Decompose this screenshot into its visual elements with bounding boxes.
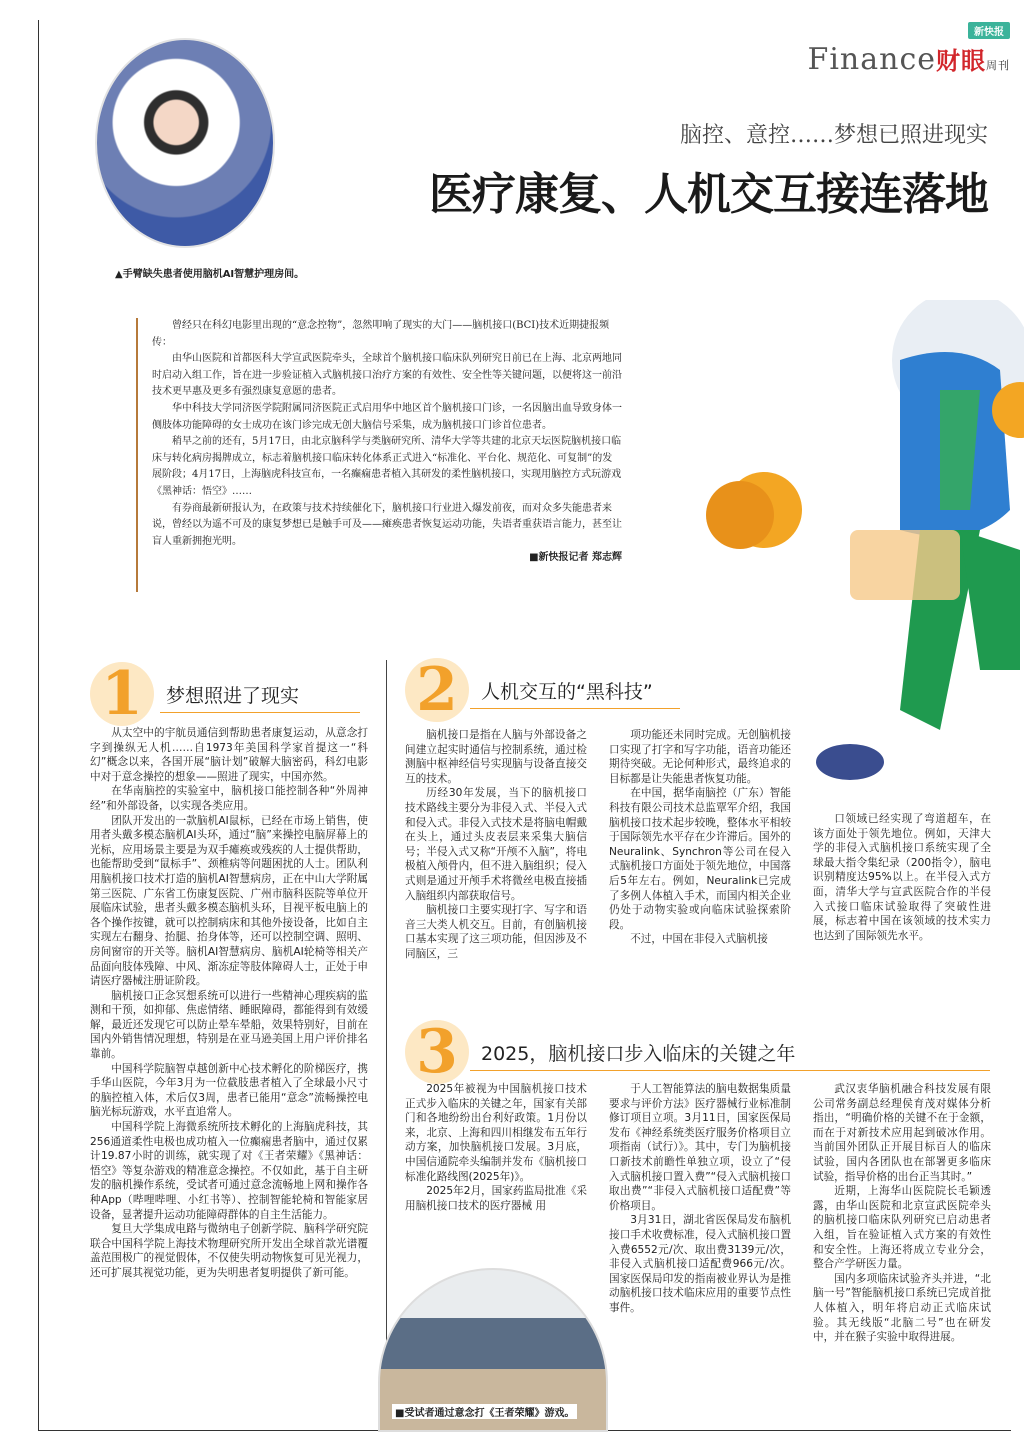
- body-paragraph: 脑机接口正念冥想系统可以进行一些精神心理疾病的监测和干预，如抑郁、焦虑情绪、睡眠障碍，都能得到有效缓解，最近还发现它可以防止晕车晕船，效果特别好，目前在国内外销售情况理想，特别是在亚马逊美国上用户评价排名靠前。: [90, 989, 368, 1061]
- section-number-badge: [405, 1017, 469, 1087]
- section-underline: [160, 712, 360, 713]
- brand-week: 周刊: [986, 59, 1010, 72]
- page-title: 医疗康复、人机交互接连落地: [429, 169, 988, 220]
- illustration: [700, 300, 1024, 790]
- byline: ■新快报记者 郑志辉: [529, 552, 622, 564]
- lead-paragraph: 稍早之前的还有，5月17日，由北京脑科学与类脑研究所、清华大学等共建的北京天坛医院脑机接口临床与转化病房揭牌成立，标志着脑机接口临床转化体系正式进入“标准化、平台化、规范化、可复制”的发展阶段；4月17日，上海脑虎科技宣布，一名癫痫患者植入其研发的柔性脑机接口，实现用脑控方式玩游戏《黑神话：悟空》……: [152, 436, 622, 497]
- body-paragraph: 在华南脑控的实验室中，脑机接口能控制各种“外周神经”和外部设备，以实现各类应用。: [90, 785, 368, 812]
- coin-icon: [706, 481, 774, 549]
- game-test-photo-caption: ■受试者通过意念打《王者荣耀》游戏。: [392, 1404, 577, 1419]
- section-3-header: [405, 1017, 796, 1087]
- column-divider: [386, 660, 387, 1396]
- section-title: 人机交互的“黑科技”: [481, 680, 653, 703]
- section-2-header: [405, 655, 653, 725]
- illustration-shoe: [816, 744, 884, 780]
- body-paragraph: 口领域已经实现了弯道超车，在该方面处于领先地位。例如，天津大学的非侵入式脑机接口系统实现了全球最大指令集纪录（200指令），脑电识别精度达95%以上。在半侵入式方面，清华大学与宣武医院合作的半侵入式接口临床试验取得了突破性进展，标志着中国在该领域的技术实力也达到了国际领先水平。: [813, 813, 991, 942]
- section-2-col-c: [813, 812, 991, 943]
- lead-paragraph: 有券商最新研报认为，在政策与技术持续催化下，脑机接口行业进入爆发前夜，而对众多失能患者来说，曾经以为遥不可及的康复梦想已是触手可及——瘫痪患者恢复运动功能，失语者重获语言能力，甚至让盲人重新拥抱光明。: [152, 502, 622, 547]
- body-paragraph: 武汉衷华脑机融合科技发展有限公司常务副总经理侯育茂对媒体分析指出，“明确价格的关键不在于金额，而在于对新技术应用起到破冰作用。当前国外团队正开展目标百人的临床试验，国内各团队也在部署更多临床试验，指导价格的出台正当其时。”: [813, 1083, 991, 1183]
- lead-summary: [136, 318, 622, 592]
- body-paragraph: 脑机接口是指在人脑与外部设备之间建立起实时通信与控制系统，通过检测脑中枢神经信号实现脑与设备直接交互的技术。: [405, 729, 587, 785]
- lead-paragraph: 曾经只在科幻电影里出现的“意念控物”，忽然叩响了现实的大门——脑机接口(BCI)技术近期捷报频传：: [152, 320, 610, 348]
- section-title: 2025，脑机接口步入临床的关键之年: [481, 1042, 796, 1065]
- section-3-col-a: [405, 1082, 587, 1213]
- body-paragraph: 中国科学院上海微系统所技术孵化的上海脑虎科技，其256通道柔性电极也成功植入一位癫痫患者脑中，通过仅累计19.87小时的训练，就实现了对《王者荣耀》《黑神话：悟空》等复杂游戏的精准意念操控。不仅如此，基于自主研发的脑机操作系统，受试者可通过意念流畅地上网和操作各种App（哔哩哔哩、小红书等）、控制智能轮椅和智能家居设备，显著提升运动功能障碍群体的自主生活能力。: [90, 1121, 368, 1221]
- masthead: [808, 20, 1011, 77]
- kicker: 脑控、意控……梦想已照进现实: [679, 123, 988, 148]
- body-paragraph: 从太空中的宇航员通信到帮助患者康复运动，从意念打字到操纵无人机……自1973年美国科学家首提这一“科幻”概念以来，各国开展“脑计划”破解大脑密码，科幻电影中对于意念操控的想象——照进了现实，中国亦然。: [90, 727, 368, 783]
- section-3-col-b: [609, 1082, 791, 1316]
- body-paragraph: 项功能还未同时完成。无创脑机接口实现了打字和写字功能，语音功能还期待突破。无论何种形式，最终追求的目标都是让失能患者恢复功能。: [609, 729, 791, 785]
- patient-photo: [95, 38, 275, 248]
- body-paragraph: 历经30年发展，当下的脑机接口技术路线主要分为非侵入式、半侵入式和侵入式。非侵入式技术是将脑电帽戴在头上，通过头皮表层来采集大脑信号；半侵入式又称“开颅不入脑”，将电极植入颅骨内，但不进入脑组织；侵入式则是通过开颅手术将微丝电极直接插入脑组织内部获取信号。: [405, 787, 587, 902]
- body-paragraph: 3月31日，湖北省医保局发布脑机接口手术收费标准，侵入式脑机接口置入费6552元/次、取出费3139元/次，非侵入式脑机接口适配费966元/次。国家医保局印发的指南被业界认为是推动脑机接口技术临床应用的重要节点性事件。: [609, 1214, 791, 1314]
- section-2-col-a: [405, 728, 587, 962]
- publisher-tag: 新快报: [968, 22, 1010, 39]
- body-paragraph: 复旦大学集成电路与微纳电子创新学院、脑科学研究院联合中国科学院上海技术物理研究所开发出全球首款光谱覆盖范围极广的视觉假体，不仅使失明动物恢复可见光视力，还可扩展其视觉功能，更为失明患者复明提供了新可能。: [90, 1223, 368, 1279]
- section-underline: [470, 1070, 990, 1071]
- brand-latin: Finance: [807, 42, 936, 77]
- patient-photo-caption: ▲手臂缺失患者使用脑机AI智慧护理房间。: [115, 269, 305, 280]
- section-underline: [470, 708, 680, 709]
- section-number-badge: [405, 655, 469, 725]
- illustration-card: [850, 530, 960, 600]
- section-number: 2: [416, 655, 458, 725]
- illustration-figure-leg: [960, 530, 1020, 670]
- section-number: 1: [101, 659, 143, 729]
- lead-paragraph: 华中科技大学同济医学院附属同济医院正式启用华中地区首个脑机接口门诊，一名因脑出血导致身体一侧肢体功能障碍的女士成功在该门诊完成无创大脑信号采集，成为脑机接口门诊首位患者。: [152, 402, 622, 431]
- body-paragraph: 在中国，据华南脑控（广东）智能科技有限公司技术总监覃军介绍，我国脑机接口技术起步较晚，整体水平相较于国际领先水平存在少许滞后。国外的Neuralink、Synchron等公司在侵入式脑机接口方面处于领先地位，中国落后5年左右。例如，Neuralink已完成了多例人体植入手术，而国内相关企业仍处于动物实验或向临床试验探索阶段。: [609, 787, 791, 931]
- brand-cn: 财眼: [936, 46, 986, 75]
- body-paragraph: 不过，中国在非侵入式脑机接: [630, 933, 768, 946]
- body-paragraph: 中国科学院脑智卓越创新中心技术孵化的阶梯医疗，携手华山医院，今年3月为一位截肢患者植入了全球最小尺寸的脑控植入体，术后仅3周，患者已能用“意念”流畅操控电脑光标玩游戏，水平直追常人。: [90, 1062, 368, 1119]
- body-paragraph: 国内多项临床试验齐头并进，“北脑一号”智能脑机接口系统已完成首批人体植入，明年将启动正式临床试验。其无线版“北脑二号”也在研发中，并在猴子实验中取得进展。: [813, 1272, 991, 1344]
- section-number-badge: [90, 659, 154, 729]
- lead-paragraph: 由华山医院和首都医科大学宣武医院牵头，全球首个脑机接口临床队列研究日前已在上海、北京两地同时启动入组工作，旨在进一步验证植入式脑机接口治疗方案的有效性、安全性等关键问题，以便将这一前沿技术更早惠及更多有强烈康复意愿的患者。: [152, 353, 622, 398]
- body-paragraph: 2025年2月，国家药监局批准《采用脑机接口技术的医疗器械 用: [405, 1185, 588, 1212]
- section-1-header: [90, 659, 300, 729]
- body-paragraph: 脑机接口主要实现打字、写字和语音三大类人机交互。目前，有创脑机接口基本实现了这三项功能，但因涉及不同脑区，三: [405, 904, 587, 960]
- brand-logo: [808, 41, 1011, 77]
- section-3-col-c: [813, 1082, 991, 1345]
- body-paragraph: 团队开发出的一款脑机AI鼠标，已经在市场上销售，使用者头戴多模态脑机AI头环，通过“脑”来操控电脑屏幕上的光标，应用场景主要是为双手瘫痪或残疾的人士提供帮助，也能帮助受到“鼠标手”、颈椎病等问题困扰的人士。团队利用脑机接口技术打造的脑机AI智慧病房，正在中山大学附属第三医院、广东省工伤康复医院、广州市脑科医院等单位开展临床试验，患者头戴多模态脑机头环，目视平板电脑上的各个操作按键，就可以控制病床和其他外接设备，比如自主实现左右翻身、抬腿、抬身体等，还可以控制空调、照明、房间窗帘的开关等。脑机AI智慧病房、脑机AI轮椅等相关产品面向肢体残障、中风、渐冻症等肢体障碍人士，正处于申请医疗器械注册证阶段。: [90, 814, 368, 988]
- body-paragraph: 2025年被视为中国脑机接口技术正式步入临床的关键之年，国家有关部门和各地纷纷出台利好政策。1月份以来，北京、上海和四川相继发布五年行动方案，加快脑机接口发展。3月底，中国信通院牵头编制并发布《脑机接口标准化路线图(2025年)》。: [405, 1083, 587, 1183]
- body-paragraph: 于人工智能算法的脑电数据集质量要求与评价方法》医疗器械行业标准制修订项目立项。3月11日，国家医保局发布《神经系统类医疗服务价格项目立项指南（试行）》。其中，专门为脑机接口新技术前瞻性单独立项，设立了“侵入式脑机接口置入费”“侵入式脑机接口取出费”“非侵入式脑机接口适配费”等价格项目。: [609, 1083, 791, 1212]
- section-title: 梦想照进了现实: [166, 684, 300, 707]
- section-number: 3: [416, 1017, 458, 1087]
- section-2-col-b: [609, 728, 791, 947]
- body-paragraph: 近期，上海华山医院院长毛颖透露，由华山医院和北京宣武医院牵头的脑机接口临床队列研究已启动患者入组，旨在验证植入式方案的有效性和安全性。上海还将成立专业分会，整合产学研医力量。: [813, 1185, 991, 1271]
- section-1-body: [90, 726, 368, 1281]
